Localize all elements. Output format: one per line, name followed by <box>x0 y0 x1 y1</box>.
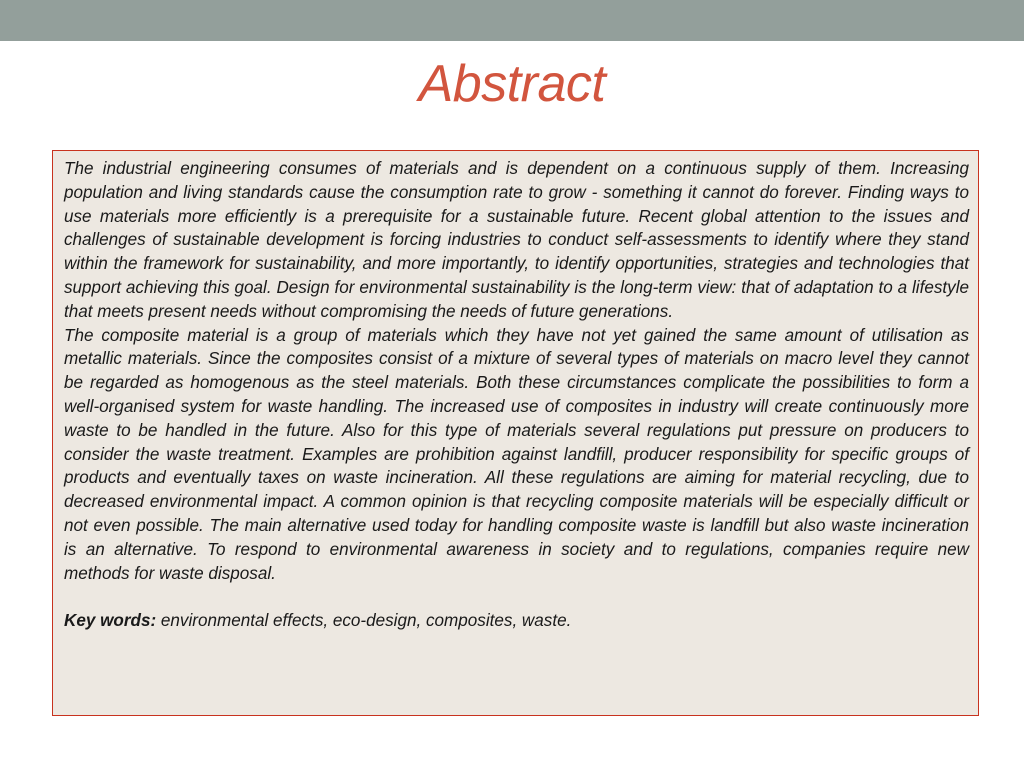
top-decorative-band <box>0 0 1024 41</box>
slide-title: Abstract <box>418 55 606 113</box>
abstract-paragraph-2: The composite material is a group of materials which they have not yet gained the same amount of utilisation as metallic materials. Since the composites consist of a mixture of several types of materials on macro level they cannot be regarded as homogenous as the steel materials. Both these circumstances complicate the possibilities to form a well-organised system for waste handling. The increased use of composites in industry will create continuously more waste to be handled in the future. Also for this type of materials several regulations put pressure on producers to consider the waste treatment. Examples are prohibition against landfill, producer responsibility for specific groups of products and eventually taxes on waste incineration. All these regulations are aiming for material recycling, due to decreased environmental impact. A common opinion is that recycling composite materials will be especially difficult or not even possible. The main alternative used today for handling composite waste is landfill but also waste incineration is an alternative. To respond to environmental awareness in society and to regulations, companies require new methods for waste disposal. <box>64 325 969 583</box>
keywords-text: environmental effects, eco-design, composites, waste. <box>156 611 572 631</box>
keywords-line <box>64 609 969 633</box>
abstract-paragraph-1: The industrial engineering consumes of materials and is dependent on a continuous supply of them. Increasing population and living standards cause the consumption rate to grow - something it cannot do forever. Finding ways to use materials more efficiently is a prerequisite for a sustainable future. Recent global attention to the issues and challenges of sustainable development is forcing industries to conduct self-assessments to identify where they stand within the framework for sustainability, and more importantly, to identify opportunities, strategies and technologies that support achieving this goal. Design for environmental sustainability is the long-term view: that of adaptation to a lifestyle that meets present needs without compromising the needs of future generations. <box>64 159 969 321</box>
keywords-label: Key words: <box>64 611 157 631</box>
abstract-text-box <box>52 150 979 716</box>
paragraph-spacer <box>64 585 969 609</box>
